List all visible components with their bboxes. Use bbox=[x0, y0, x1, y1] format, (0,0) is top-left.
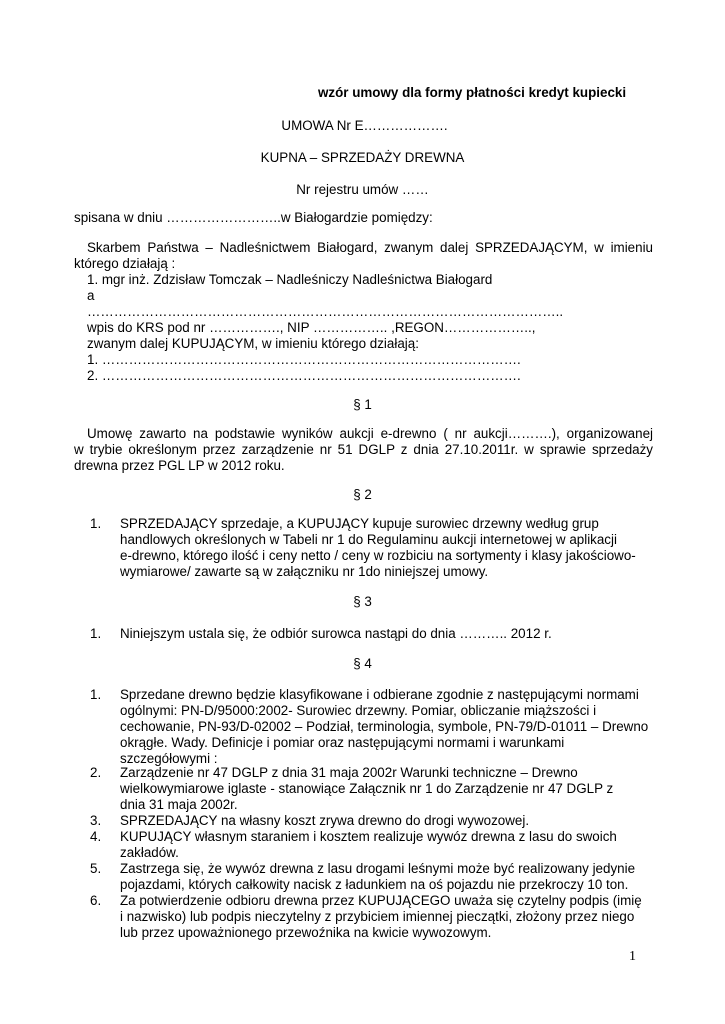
section-1-heading: § 1 bbox=[353, 397, 372, 412]
buyer-line: zwanym dalej KUPUJĄCYM, w imieniu którego działają: bbox=[87, 336, 419, 351]
template-title: wzór umowy dla formy płatności kredyt kupiecki bbox=[318, 85, 627, 100]
section-4-item-5-line-2: pojazdami, których całkowity nacisk z ładunkiem na oś pojazdu nie przekroczy 10 ton. bbox=[120, 877, 629, 892]
section-4-item-1-number: 1. bbox=[90, 687, 102, 702]
seller-line-2: którego działają : bbox=[74, 256, 176, 271]
section-3-line: Niniejszym ustala się, że odbiór surowca nastąpi do dnia ……….. 2012 r. bbox=[120, 626, 552, 641]
section-4-item-1-line-3: cechowanie, PN-93/D-02002 – Podział, terminologia, symbole, PN-79/D-01011 – Drewno bbox=[120, 719, 649, 734]
representative-2: 2. …………………………………………………………………………………. bbox=[87, 368, 521, 383]
section-1-line-1: Umowę zawarto na podstawie wyników aukcji e-drewno ( nr aukcji……….), organizowanej bbox=[87, 426, 653, 441]
section-4-item-4-line-1: KUPUJĄCY własnym staraniem i kosztem realizuje wywóz drewna z lasu do swoich bbox=[120, 829, 617, 844]
section-4-item-6-line-3: lub przez upoważnionego przewoźnika na kwicie wywozowym. bbox=[120, 925, 492, 940]
section-4-item-4-line-2: zakładów. bbox=[120, 845, 179, 860]
section-4-item-1-line-4: okrągłe. Wady. Definicje i pomiar oraz następującymi normami i warunkami bbox=[120, 735, 565, 750]
seller-line-1: Skarbem Państwa – Nadleśnictwem Białogard, zwanym dalej SPRZEDAJĄCYM, w imieniu bbox=[87, 240, 653, 255]
conjunction-a: a bbox=[87, 288, 95, 303]
section-4-item-5-number: 5. bbox=[90, 861, 102, 876]
krs-line: wpis do KRS pod nr ……………., NIP …………….. ,REGON……………….., bbox=[87, 320, 536, 335]
page-number: 1 bbox=[629, 949, 636, 964]
signatory-1: 1. mgr inż. Zdzisław Tomczak – Nadleśniczy Nadleśnictwa Białogard bbox=[87, 272, 493, 287]
section-2-line-4: wymiarowe/ zawarte są w załączniku nr 1do niniejszej umowy. bbox=[120, 564, 489, 579]
section-2-heading: § 2 bbox=[353, 487, 372, 502]
section-3-heading: § 3 bbox=[353, 594, 372, 609]
section-4-item-3-number: 3. bbox=[90, 813, 102, 828]
contract-number: UMOWA Nr E………………. bbox=[281, 118, 448, 133]
section-4-item-3-line-1: SPRZEDAJĄCY na własny koszt zrywa drewno do drogi wywozowej. bbox=[120, 813, 530, 828]
section-4-item-2-line-3: dnia 31 maja 2002r. bbox=[120, 797, 238, 812]
section-4-item-6-line-1: Za potwierdzenie odbioru drewna przez KUPUJĄCEGO uważa się czytelny podpis (imię bbox=[120, 893, 642, 908]
section-3-item-number: 1. bbox=[90, 626, 102, 641]
section-4-item-2-line-2: wielkowymiarowe iglaste - stanowiące Załącznik nr 1 do Zarządzenie nr 47 DGLP z bbox=[120, 781, 614, 796]
section-4-item-5-line-1: Zastrzega się, że wywóz drewna z lasu drogami leśnymi może być realizowany jedynie bbox=[120, 861, 636, 876]
section-2-line-3: e-drewno, którego ilość i ceny netto / ceny w rozbiciu na sortymenty i klasy jakościowo- bbox=[120, 548, 636, 563]
section-2-item-number: 1. bbox=[90, 516, 102, 531]
contract-type: KUPNA – SPRZEDAŻY DREWNA bbox=[260, 150, 465, 165]
buyer-dots: …………………………………………………………………………………………….. bbox=[87, 304, 564, 319]
section-4-heading: § 4 bbox=[353, 656, 372, 671]
signed-line: spisana w dniu ……………………..w Białogardzie pomiędzy: bbox=[74, 210, 433, 225]
section-4-item-2-line-1: Zarządzenie nr 47 DGLP z dnia 31 maja 2002r Warunki techniczne – Drewno bbox=[120, 765, 578, 780]
section-2-line-1: SPRZEDAJĄCY sprzedaje, a KUPUJĄCY kupuje surowiec drzewny według grup bbox=[120, 516, 599, 531]
section-4-item-2-number: 2. bbox=[90, 765, 102, 780]
section-1-line-2: w trybie określonym przez zarządzenie nr 51 DGLP z dnia 27.10.2011r. w sprawie sprzedaży bbox=[74, 442, 653, 457]
section-4-item-4-number: 4. bbox=[90, 829, 102, 844]
section-4-item-1-line-5: szczegółowymi : bbox=[120, 751, 218, 766]
section-4-item-1-line-2: ogólnymi: PN-D/95000:2002- Surowiec drzewny. Pomiar, obliczanie miąższości i bbox=[120, 703, 597, 718]
section-1-line-3: drewna przez PGL LP w 2012 roku. bbox=[74, 458, 285, 473]
section-4-item-6-line-2: i nazwisko) lub podpis nieczytelny z przybiciem imiennej pieczątki, złożony przez niego bbox=[120, 909, 635, 924]
section-2-line-2: handlowych określonych w Tabeli nr 1 do Regulaminu aukcji internetowej w aplikacji bbox=[120, 532, 617, 547]
section-4-item-1-line-1: Sprzedane drewno będzie klasyfikowane i odbierane zgodnie z następującymi normami bbox=[120, 687, 639, 702]
representative-1: 1. …………………………………………………………………………………. bbox=[87, 352, 521, 367]
section-4-item-6-number: 6. bbox=[90, 893, 102, 908]
registry-number: Nr rejestru umów …… bbox=[296, 182, 429, 197]
